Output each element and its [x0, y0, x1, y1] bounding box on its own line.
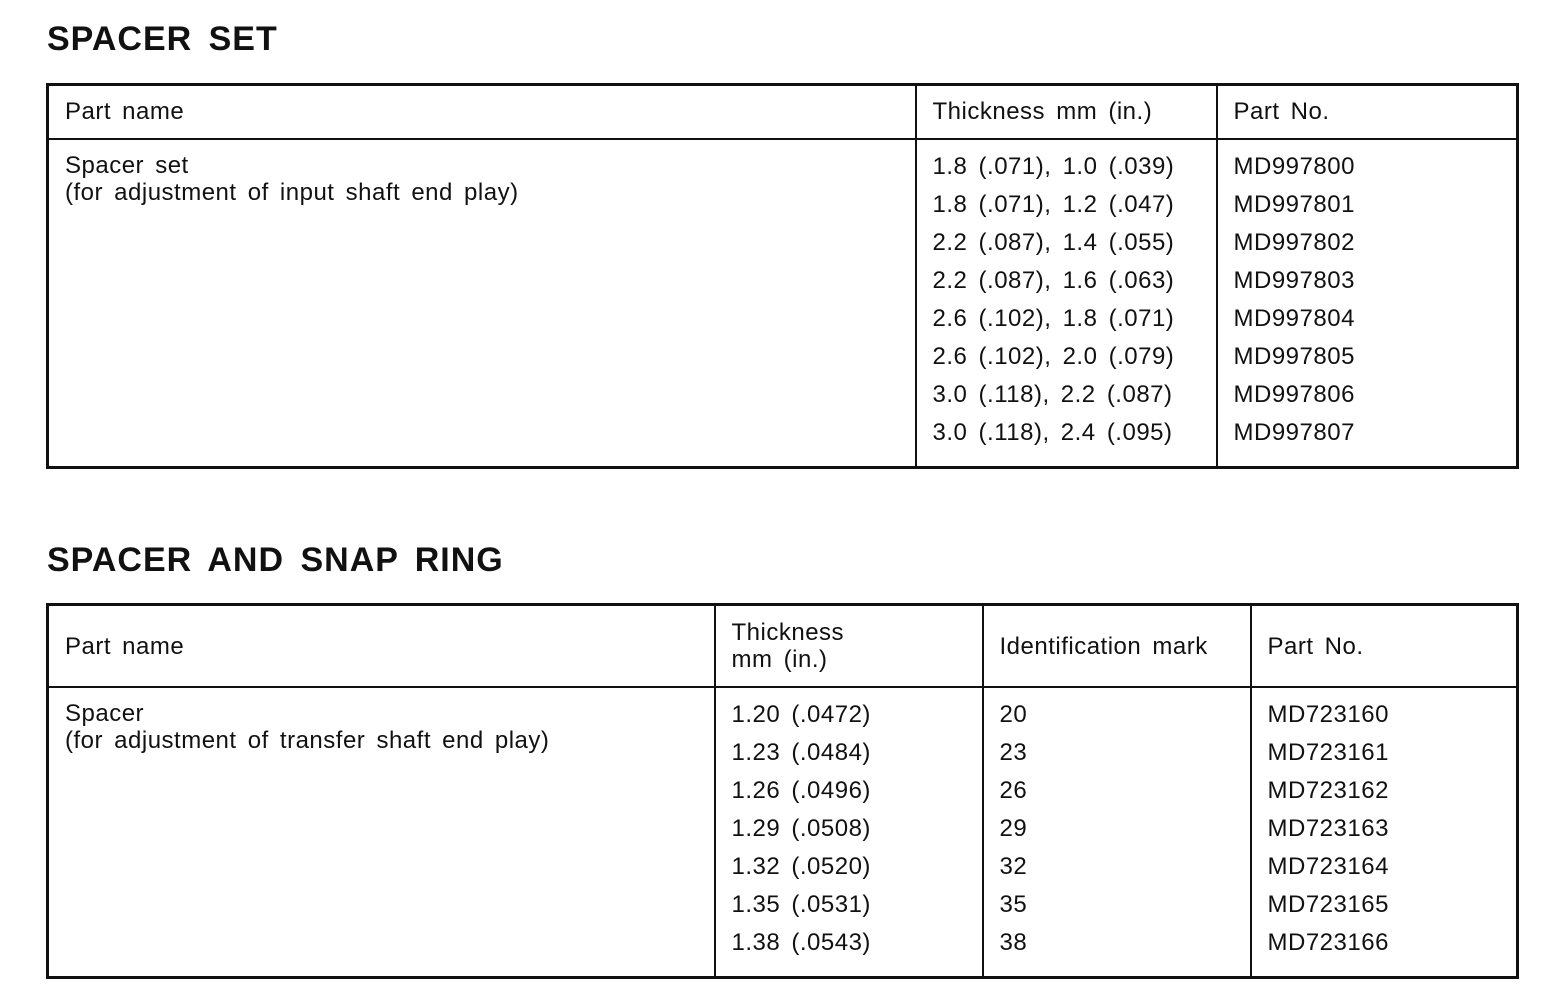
thickness-value: 1.8 (.071), 1.0 (.039) [932, 153, 1175, 180]
header-thickness [715, 605, 983, 688]
part-name-cell [48, 139, 916, 468]
header-thickness: Thickness mm (in.) [916, 85, 1217, 140]
header-part-no: Part No. [1251, 605, 1518, 688]
thickness-value: 1.26 (.0496) [731, 777, 871, 804]
thickness-value: 1.38 (.0543) [731, 929, 871, 956]
spacer-set-title: SPACER SET [47, 20, 278, 58]
identification-mark-cell [983, 687, 1251, 978]
part-name-cell [48, 687, 715, 978]
identification-mark-value: 23 [999, 739, 1028, 766]
part-no-value: MD723164 [1267, 853, 1389, 880]
part-name-line2: (for adjustment of input shaft end play) [65, 179, 519, 206]
thickness-value: 3.0 (.118), 2.4 (.095) [932, 419, 1173, 446]
part-no-value: MD723161 [1267, 739, 1389, 766]
part-name-line1: Spacer [65, 700, 145, 727]
thickness-value: 1.29 (.0508) [731, 815, 871, 842]
identification-mark-value: 32 [999, 853, 1028, 880]
identification-mark-list [1000, 700, 1234, 966]
part-no-value: MD997802 [1233, 229, 1355, 256]
header-thickness-line1: Thickness [731, 619, 845, 646]
thickness-value: 2.6 (.102), 2.0 (.079) [932, 343, 1175, 370]
part-no-list [1234, 152, 1501, 456]
spacer-set-table [46, 83, 1519, 469]
header-thickness-line2: mm (in.) [731, 646, 828, 673]
table-header-row [48, 85, 1518, 140]
part-no-value: MD723160 [1267, 701, 1389, 728]
table-header-row [48, 605, 1518, 688]
thickness-value: 1.20 (.0472) [731, 701, 871, 728]
thickness-value: 1.32 (.0520) [731, 853, 871, 880]
thickness-value: 2.2 (.087), 1.4 (.055) [932, 229, 1175, 256]
identification-mark-value: 26 [999, 777, 1028, 804]
header-identification-mark: Identification mark [983, 605, 1251, 688]
part-no-value: MD723166 [1267, 929, 1389, 956]
thickness-value: 3.0 (.118), 2.2 (.087) [932, 381, 1173, 408]
part-no-value: MD723162 [1267, 777, 1389, 804]
part-no-list [1268, 700, 1501, 966]
identification-mark-value: 20 [999, 701, 1028, 728]
thickness-value: 1.23 (.0484) [731, 739, 871, 766]
part-name-line2: (for adjustment of transfer shaft end play) [65, 727, 550, 754]
part-no-value: MD997800 [1233, 153, 1355, 180]
part-no-cell [1217, 139, 1518, 468]
part-no-value: MD997804 [1233, 305, 1355, 332]
identification-mark-value: 35 [999, 891, 1028, 918]
part-no-cell [1251, 687, 1518, 978]
part-no-value: MD997803 [1233, 267, 1355, 294]
thickness-value: 1.35 (.0531) [731, 891, 871, 918]
header-part-name: Part name [48, 605, 715, 688]
part-name-line1: Spacer set [65, 152, 189, 179]
table-row [48, 139, 1518, 468]
thickness-value: 1.8 (.071), 1.2 (.047) [932, 191, 1175, 218]
part-no-value: MD997801 [1233, 191, 1355, 218]
identification-mark-value: 29 [999, 815, 1028, 842]
spacer-snap-ring-table [46, 603, 1519, 979]
part-no-value: MD997807 [1233, 419, 1355, 446]
part-no-value: MD723165 [1267, 891, 1389, 918]
thickness-value: 2.6 (.102), 1.8 (.071) [932, 305, 1175, 332]
thickness-cell [715, 687, 983, 978]
thickness-list [933, 152, 1200, 456]
thickness-cell [916, 139, 1217, 468]
spacer-snap-ring-title: SPACER AND SNAP RING [47, 541, 504, 579]
part-no-value: MD723163 [1267, 815, 1389, 842]
header-part-no: Part No. [1217, 85, 1518, 140]
part-no-value: MD997805 [1233, 343, 1355, 370]
table-row [48, 687, 1518, 978]
header-part-name: Part name [48, 85, 916, 140]
part-no-value: MD997806 [1233, 381, 1355, 408]
identification-mark-value: 38 [999, 929, 1028, 956]
thickness-list [732, 700, 966, 966]
thickness-value: 2.2 (.087), 1.6 (.063) [932, 267, 1175, 294]
